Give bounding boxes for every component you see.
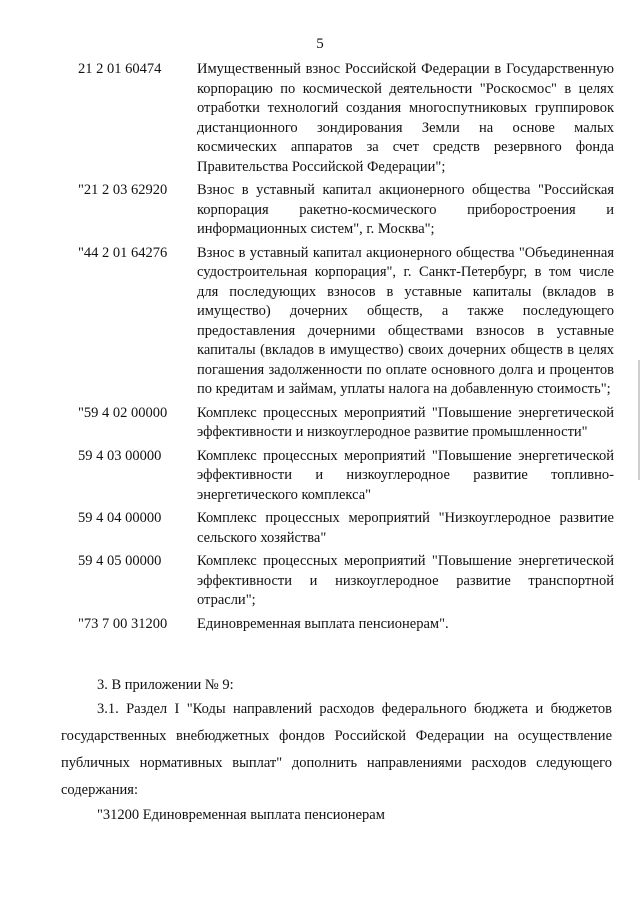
entry-description: Комплекс процессных мероприятий "Повышение энергетической эффективности и низкоуглеродное развитие транспортной отрасли"; [197, 553, 614, 608]
entry-code: "73 7 00 31200 [78, 615, 168, 632]
code-entry [0, 447, 640, 506]
code-entry [0, 181, 640, 240]
entry-code: 59 4 04 00000 [78, 510, 162, 526]
code-entry [0, 244, 640, 400]
code-entry [0, 404, 640, 443]
entry-code: 21 2 01 60474 [78, 61, 162, 77]
quoted-line: "31200 Единовременная выплата пенсионерам [97, 807, 385, 823]
entry-code: "44 2 01 64276 [78, 244, 168, 261]
entry-description: Комплекс процессных мероприятий "Низкоуглеродное развитие сельского хозяйства" [197, 510, 614, 546]
entry-code: 59 4 05 00000 [78, 553, 162, 569]
code-entry [0, 509, 640, 548]
section-paragraph: 3.1. Раздел I "Коды направлений расходов федерального бюджета и бюджетов государственных внебюджетных фондов Российской Федерации на осуществление публичных нормативных выплат" дополнить направлениями расходов следующего содержания: [61, 701, 612, 798]
code-entry [0, 615, 640, 635]
section-heading: 3. В приложении № 9: [97, 677, 234, 693]
entry-code: 59 4 03 00000 [78, 447, 162, 464]
code-entries-list [0, 60, 640, 634]
entry-description: Взнос в уставный капитал акционерного общества "Объединенная судостроительная корпорация", г. Санкт-Петербург, в том числе для последующих взносов в уставные капиталы (вкладов в имущество) дочерних обществ, а также последующего предоставления дочерними обществами взносов в уставные капиталы (вкладов в имущество) своих дочерних обществ в целях погашения задолженности по оплате основного долга и процентов по кредитам и займам, уплаты налога на добавленную стоимость"; [197, 244, 614, 397]
code-entry [0, 552, 640, 611]
entry-code: "59 4 02 00000 [78, 404, 168, 421]
page-number: 5 [316, 36, 324, 52]
entry-description: Имущественный взнос Российской Федерации в Государственную корпорацию по космической деятельности "Роскосмос" в целях отработки технологий создания многоспутниковых группировок дистанционного зондирования Земли на основе малых космических аппаратов за счет средств резервного фонда Правительства Российской Федерации"; [197, 61, 614, 175]
entry-description: Единовременная выплата пенсионерам". [197, 615, 449, 632]
code-entry [0, 60, 640, 177]
entry-code: "21 2 03 62920 [78, 182, 168, 198]
entry-description: Комплекс процессных мероприятий "Повышение энергетической эффективности и низкоуглеродное развитие топливно-энергетического комплекса" [197, 447, 614, 503]
entry-description: Комплекс процессных мероприятий "Повышение энергетической эффективности и низкоуглеродное развитие промышленности" [197, 404, 614, 440]
entry-description: Взнос в уставный капитал акционерного общества "Российская корпорация ракетно-космического приборостроения и информационных систем", г. Москва"; [197, 182, 614, 237]
